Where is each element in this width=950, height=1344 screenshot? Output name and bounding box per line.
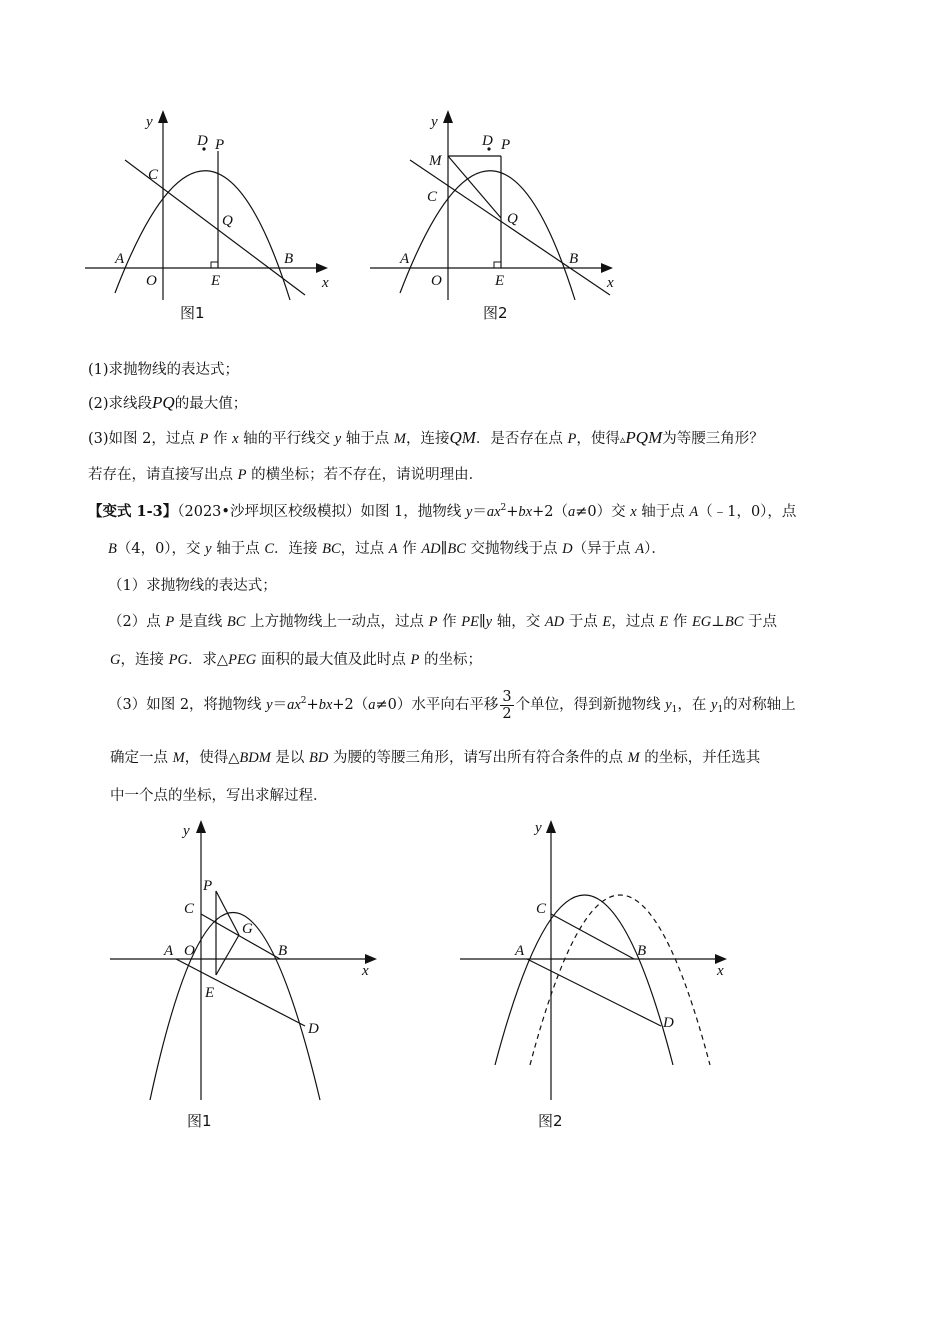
label-e: E	[205, 985, 215, 1001]
variant-q2: （2）点 P 是直线 BC 上方抛物线上一动点，过点 P 作 PE∥y 轴，交 AD 于点 E，过点 E 作 EG⊥BC 于点	[108, 614, 778, 630]
right-angle-mark	[211, 262, 218, 268]
label-y: y	[183, 823, 190, 839]
variant-q3: （3）如图 2，将抛物线 $y=ax^2+bx+2(a\ne 0)$水平向右平移 $\frac{3}{2}$ 个单位，得到新抛物线 $y_1$，在 $y_1$的对称轴上	[108, 688, 796, 722]
parabola	[115, 171, 290, 300]
parabola	[150, 913, 320, 1101]
label-x: x	[322, 275, 329, 291]
label-b: B	[637, 943, 647, 959]
label-c: C	[427, 189, 438, 205]
label-p: P	[203, 878, 213, 894]
y-arrow-icon	[443, 110, 453, 123]
label-q: Q	[222, 213, 233, 229]
label-e: E	[211, 273, 221, 289]
label-o: O	[431, 273, 442, 289]
label-a: A	[115, 251, 125, 267]
line-ad	[176, 959, 305, 1026]
label-x: x	[607, 275, 614, 291]
label-b: B	[278, 943, 288, 959]
fraction-three-halves: $\frac{3}{2}$	[502, 688, 512, 722]
label-y: y	[146, 114, 153, 130]
label-c: C	[148, 167, 159, 183]
variant-line2: B（4，0），交 y 轴于点 C．连接 BC，过点 A 作 AD∥BC 交抛物线于点 D（异于点 A）．	[108, 541, 666, 557]
problem1-q1: (1)求抛物线的表达式；	[88, 362, 240, 378]
label-a: A	[400, 251, 410, 267]
label-b: B	[284, 251, 294, 267]
problem1-q2: (2)求线段PQ的最大值；	[88, 393, 248, 412]
shifted-parabola-y1	[530, 895, 710, 1065]
label-g: G	[242, 921, 253, 937]
problem1-q3-line2: 若存在，请直接写出点 P 的横坐标；若不存在，请说明理由．	[88, 467, 484, 483]
bottom-figure-2-caption: 图2	[538, 1112, 563, 1130]
variant-tag: 【变式 1-3】	[88, 503, 178, 520]
x-arrow-icon	[601, 263, 613, 273]
y-arrow-icon	[546, 820, 556, 833]
label-o: O	[146, 273, 157, 289]
label-d: D	[308, 1021, 319, 1037]
y-arrow-icon	[196, 820, 206, 833]
variant-q3-line2: 确定一点 M，使得△BDM 是以 BD 为腰的等腰三角形，请写出所有符合条件的点 M 的坐标，并任选其	[110, 750, 761, 766]
line-cb	[201, 914, 280, 959]
label-p: P	[215, 137, 225, 153]
parabola	[495, 895, 673, 1065]
top-figure-1-caption: 图1	[180, 304, 205, 322]
label-d: D	[482, 133, 493, 149]
right-angle-mark	[494, 262, 501, 268]
top-figure-1	[80, 105, 340, 305]
label-y: y	[535, 820, 542, 836]
label-a: A	[164, 943, 174, 959]
label-q: Q	[507, 211, 518, 227]
segment-mq	[448, 156, 501, 218]
label-d: D	[197, 133, 208, 149]
problem1-q3: (3)如图 2，过点 P 作 x 轴的平行线交 y 轴于点 M，连接QM．是否存在点 P，使得▵PQM为等腰三角形？	[88, 428, 764, 447]
label-b: B	[569, 251, 579, 267]
line-ad	[527, 959, 661, 1026]
label-o: O	[184, 943, 195, 959]
label-y: y	[431, 114, 438, 130]
line-cb	[551, 914, 634, 959]
segment-eg	[216, 935, 239, 975]
variant-q2-line2: G，连接 PG．求△PEG 面积的最大值及此时点 P 的坐标；	[110, 652, 482, 668]
bottom-figure-1	[105, 815, 390, 1110]
x-arrow-icon	[316, 263, 328, 273]
y-arrow-icon	[158, 110, 168, 123]
label-c: C	[536, 901, 547, 917]
top-figure-2	[365, 105, 625, 305]
label-x: x	[717, 963, 724, 979]
top-figure-2-caption: 图2	[483, 304, 508, 322]
label-x: x	[362, 963, 369, 979]
variant-q1: （1）求抛物线的表达式；	[108, 578, 277, 594]
label-c: C	[184, 901, 195, 917]
label-d: D	[663, 1015, 674, 1031]
label-p: P	[501, 137, 511, 153]
label-a: A	[515, 943, 525, 959]
label-m: M	[429, 153, 442, 169]
variant-q3-line3: 中一个点的坐标，写出求解过程．	[110, 788, 328, 804]
variant-line1: 【变式 1-3】（2023•沙坪坝区校级模拟）如图 1，抛物线 $y=ax^2+bx+2(a\ne 0)$交 x 轴于点 A（﹣1，0），点	[88, 503, 797, 520]
bottom-figure-2	[455, 815, 740, 1110]
label-e: E	[495, 273, 505, 289]
bottom-figure-1-caption: 图1	[187, 1112, 212, 1130]
